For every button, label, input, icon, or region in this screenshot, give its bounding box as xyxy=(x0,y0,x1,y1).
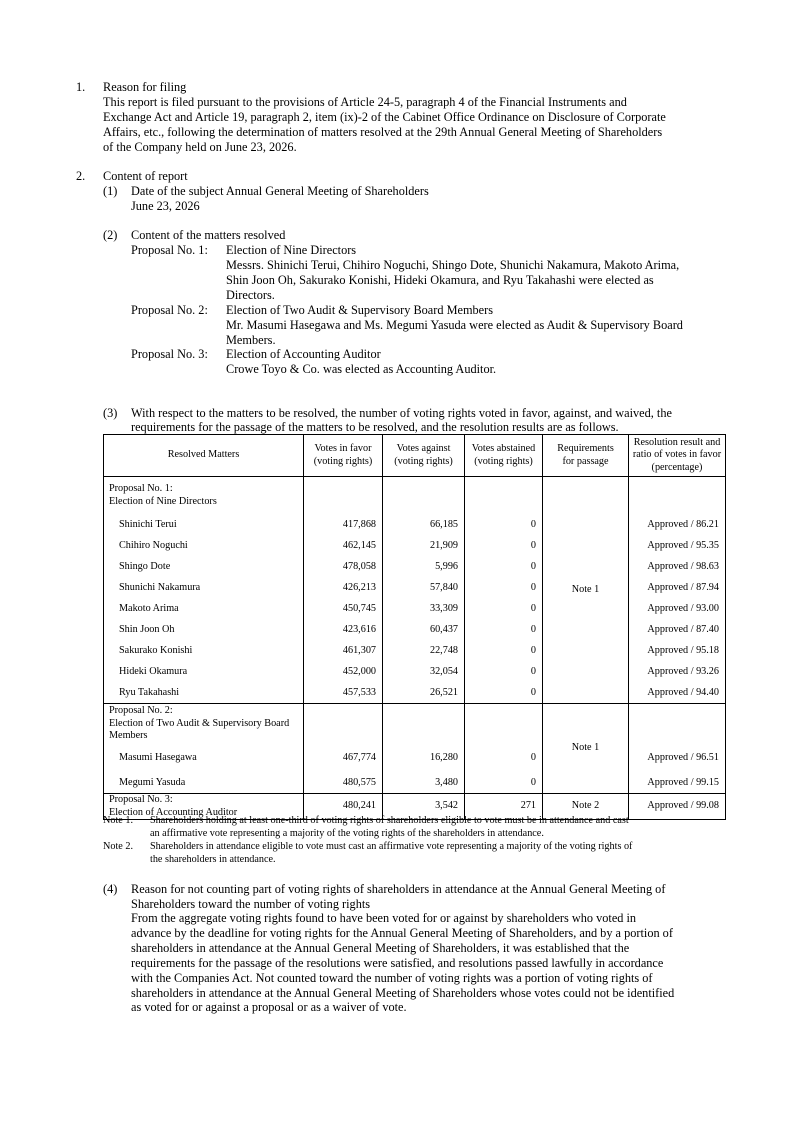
item-1-title: Date of the subject Annual General Meeting of Shareholders xyxy=(131,184,429,198)
votes-against: 3,480 xyxy=(383,773,465,794)
votes-against: 60,437 xyxy=(383,620,465,641)
votes-favor: 467,774 xyxy=(304,752,383,773)
votes-against: 16,280 xyxy=(383,752,465,773)
votes-favor: 478,058 xyxy=(304,557,383,578)
table-row xyxy=(104,557,726,578)
votes-abstained: 271 xyxy=(465,794,543,820)
table-row xyxy=(104,662,726,683)
resolution-result: Approved / 98.63 xyxy=(629,557,726,578)
item-3-number: (3) xyxy=(103,406,118,420)
proposal-2-line: Members. xyxy=(226,333,276,347)
note-2-line: Shareholders in attendance eligible to vote must cast an affirmative vote representing a majority of the voting rights of xyxy=(150,841,633,852)
header-result: Resolution result and ratio of votes in favor (percentage) xyxy=(629,435,726,477)
proposal-2-requirement: Note 1 xyxy=(543,704,629,794)
director-name: Hideki Okamura xyxy=(104,662,304,683)
proposal-1-heading: Proposal No. 1: Election of Nine Directors xyxy=(104,477,304,515)
header-votes-favor: Votes in favor (voting rights) xyxy=(304,435,383,477)
resolution-result: Approved / 96.51 xyxy=(629,752,726,773)
item-3-line: requirements for the passage of the matters to be resolved, and the resolution results are as follows. xyxy=(131,420,619,434)
item-4-title: Reason for not counting part of voting rights of shareholders in attendance at the Annual General Meeting of xyxy=(131,882,666,896)
director-name: Chihiro Noguchi xyxy=(104,536,304,557)
proposal-3-line: Crowe Toyo & Co. was elected as Accounting Auditor. xyxy=(226,362,497,376)
director-name: Sakurako Konishi xyxy=(104,641,304,662)
proposal-1-heading-row xyxy=(104,477,726,515)
item-2-number: (2) xyxy=(103,228,118,242)
resolution-result: Approved / 99.15 xyxy=(629,773,726,794)
votes-abstained: 0 xyxy=(465,578,543,599)
item-4-title: Shareholders toward the number of voting rights xyxy=(131,897,371,911)
item-4-line: requirements for the passage of the resolutions were satisfied, and resolutions passed lawfully in accordance xyxy=(131,956,664,970)
votes-against: 22,748 xyxy=(383,641,465,662)
table-row xyxy=(104,536,726,557)
resolution-result: Approved / 93.00 xyxy=(629,599,726,620)
director-name: Ryu Takahashi xyxy=(104,683,304,704)
votes-abstained: 0 xyxy=(465,515,543,536)
header-resolved-matters: Resolved Matters xyxy=(104,435,304,477)
proposal-1-line: Messrs. Shinichi Terui, Chihiro Noguchi, Shingo Dote, Shunichi Nakamura, Makoto Arima, xyxy=(226,258,680,272)
item-4-line: advance by the deadline for voting rights for the Annual General Meeting of Shareholders, and by a portion of xyxy=(131,926,673,940)
director-name: Shingo Dote xyxy=(104,557,304,578)
votes-favor: 462,145 xyxy=(304,536,383,557)
item-2-title: Content of the matters resolved xyxy=(131,228,286,242)
votes-favor: 426,213 xyxy=(304,578,383,599)
resolution-result: Approved / 87.94 xyxy=(629,578,726,599)
votes-abstained: 0 xyxy=(465,557,543,578)
item-4-line: From the aggregate voting rights found to have been voted for or against by shareholders who voted in xyxy=(131,911,637,925)
votes-favor: 423,616 xyxy=(304,620,383,641)
item-4-line: shareholders in attendance at the Annual General Meeting of Shareholders whose votes could not be identified xyxy=(131,986,675,1000)
section-1-line: This report is filed pursuant to the provisions of Article 24-5, paragraph 4 of the Financial Instruments and xyxy=(103,95,627,109)
resolution-result: Approved / 93.26 xyxy=(629,662,726,683)
proposal-2-label: Proposal No. 2: xyxy=(131,303,208,317)
proposal-1-requirement: Note 1 xyxy=(543,477,629,704)
table-header-row xyxy=(104,435,726,477)
note-2-label: Note 2. xyxy=(103,841,133,852)
section-2-number: 2. xyxy=(76,169,86,183)
votes-favor: 450,745 xyxy=(304,599,383,620)
proposal-1-title: Election of Nine Directors xyxy=(226,243,357,257)
section-1-line: Exchange Act and Article 19, paragraph 2, item (ix)-2 of the Cabinet Office Ordinance on Disclosure of Corporate xyxy=(103,110,666,124)
resolution-result: Approved / 86.21 xyxy=(629,515,726,536)
votes-abstained: 0 xyxy=(465,752,543,773)
votes-against: 32,054 xyxy=(383,662,465,683)
item-3-line: With respect to the matters to be resolved, the number of voting rights voted in favor, against, and waived, the xyxy=(131,406,672,420)
resolution-result: Approved / 99.08 xyxy=(629,794,726,820)
votes-favor: 417,868 xyxy=(304,515,383,536)
table-row xyxy=(104,578,726,599)
votes-against: 21,909 xyxy=(383,536,465,557)
resolution-result: Approved / 95.35 xyxy=(629,536,726,557)
director-name: Shin Joon Oh xyxy=(104,620,304,641)
proposal-3-requirement: Note 2 xyxy=(543,794,629,820)
section-1-heading: Reason for filing xyxy=(103,80,187,94)
votes-against: 66,185 xyxy=(383,515,465,536)
proposal-3-title: Election of Accounting Auditor xyxy=(226,347,381,361)
header-requirements: Requirements for passage xyxy=(543,435,629,477)
resolution-result: Approved / 95.18 xyxy=(629,641,726,662)
proposal-1-line: Shin Joon Oh, Sakurako Konishi, Hideki Okamura, and Ryu Takahashi were elected as xyxy=(226,273,654,287)
section-1-number: 1. xyxy=(76,80,86,94)
director-name: Shunichi Nakamura xyxy=(104,578,304,599)
item-4-line: with the Companies Act. Not counted toward the number of voting rights was a portion of voting rights of xyxy=(131,971,653,985)
votes-favor: 480,241 xyxy=(304,794,383,820)
note-1-line: Shareholders holding at least one-third of voting rights of shareholders eligible to vote must be in attendance and cast xyxy=(150,815,629,826)
votes-abstained: 0 xyxy=(465,641,543,662)
resolution-result: Approved / 87.40 xyxy=(629,620,726,641)
board-member-name: Megumi Yasuda xyxy=(104,773,304,794)
votes-favor: 480,575 xyxy=(304,773,383,794)
section-1-line: of the Company held on June 23, 2026. xyxy=(103,140,297,154)
item-4-line: as voted for or against a proposal or as a waiver of vote. xyxy=(131,1000,407,1014)
note-1-line: an affirmative vote representing a majority of the voting rights of the shareholders in attendance. xyxy=(150,828,544,839)
votes-abstained: 0 xyxy=(465,662,543,683)
proposal-3-heading: Proposal No. 3: Election of Accounting Auditor xyxy=(104,794,304,820)
votes-favor: 461,307 xyxy=(304,641,383,662)
proposal-3-label: Proposal No. 3: xyxy=(131,347,208,361)
votes-against: 33,309 xyxy=(383,599,465,620)
proposal-2-heading: Proposal No. 2: Election of Two Audit & Supervisory Board Members xyxy=(104,704,304,752)
proposal-2-heading-row xyxy=(104,704,726,734)
table-row xyxy=(104,599,726,620)
table-row xyxy=(104,683,726,704)
votes-against: 26,521 xyxy=(383,683,465,704)
votes-against: 57,840 xyxy=(383,578,465,599)
table-row xyxy=(104,773,726,794)
director-name: Makoto Arima xyxy=(104,599,304,620)
votes-favor: 457,533 xyxy=(304,683,383,704)
board-member-name: Masumi Hasegawa xyxy=(104,752,304,773)
note-1-label: Note 1. xyxy=(103,815,133,826)
votes-abstained: 0 xyxy=(465,773,543,794)
meeting-date: June 23, 2026 xyxy=(131,199,200,213)
proposal-2-title: Election of Two Audit & Supervisory Board Members xyxy=(226,303,494,317)
table-row xyxy=(104,620,726,641)
proposal-1-label: Proposal No. 1: xyxy=(131,243,208,257)
proposal-1-line: Directors. xyxy=(226,288,275,302)
item-4-line: shareholders in attendance at the Annual General Meeting of Shareholders, it was established that the xyxy=(131,941,630,955)
header-votes-abstained: Votes abstained (voting rights) xyxy=(465,435,543,477)
votes-abstained: 0 xyxy=(465,620,543,641)
section-2-heading: Content of report xyxy=(103,169,188,183)
table-row xyxy=(104,752,726,773)
item-4-number: (4) xyxy=(103,882,118,896)
proposal-2-line: Mr. Masumi Hasegawa and Ms. Megumi Yasuda were elected as Audit & Supervisory Board xyxy=(226,318,683,332)
votes-abstained: 0 xyxy=(465,599,543,620)
table-row xyxy=(104,641,726,662)
resolution-result: Approved / 94.40 xyxy=(629,683,726,704)
votes-against: 3,542 xyxy=(383,794,465,820)
voting-results-table xyxy=(103,434,726,820)
votes-favor: 452,000 xyxy=(304,662,383,683)
section-1-line: Affairs, etc., following the determination of matters resolved at the 29th Annual General Meeting of Shareholders xyxy=(103,125,663,139)
director-name: Shinichi Terui xyxy=(104,515,304,536)
votes-abstained: 0 xyxy=(465,683,543,704)
header-votes-against: Votes against (voting rights) xyxy=(383,435,465,477)
votes-against: 5,996 xyxy=(383,557,465,578)
table-row xyxy=(104,515,726,536)
note-2-line: the shareholders in attendance. xyxy=(150,854,276,865)
votes-abstained: 0 xyxy=(465,536,543,557)
item-1-number: (1) xyxy=(103,184,118,198)
